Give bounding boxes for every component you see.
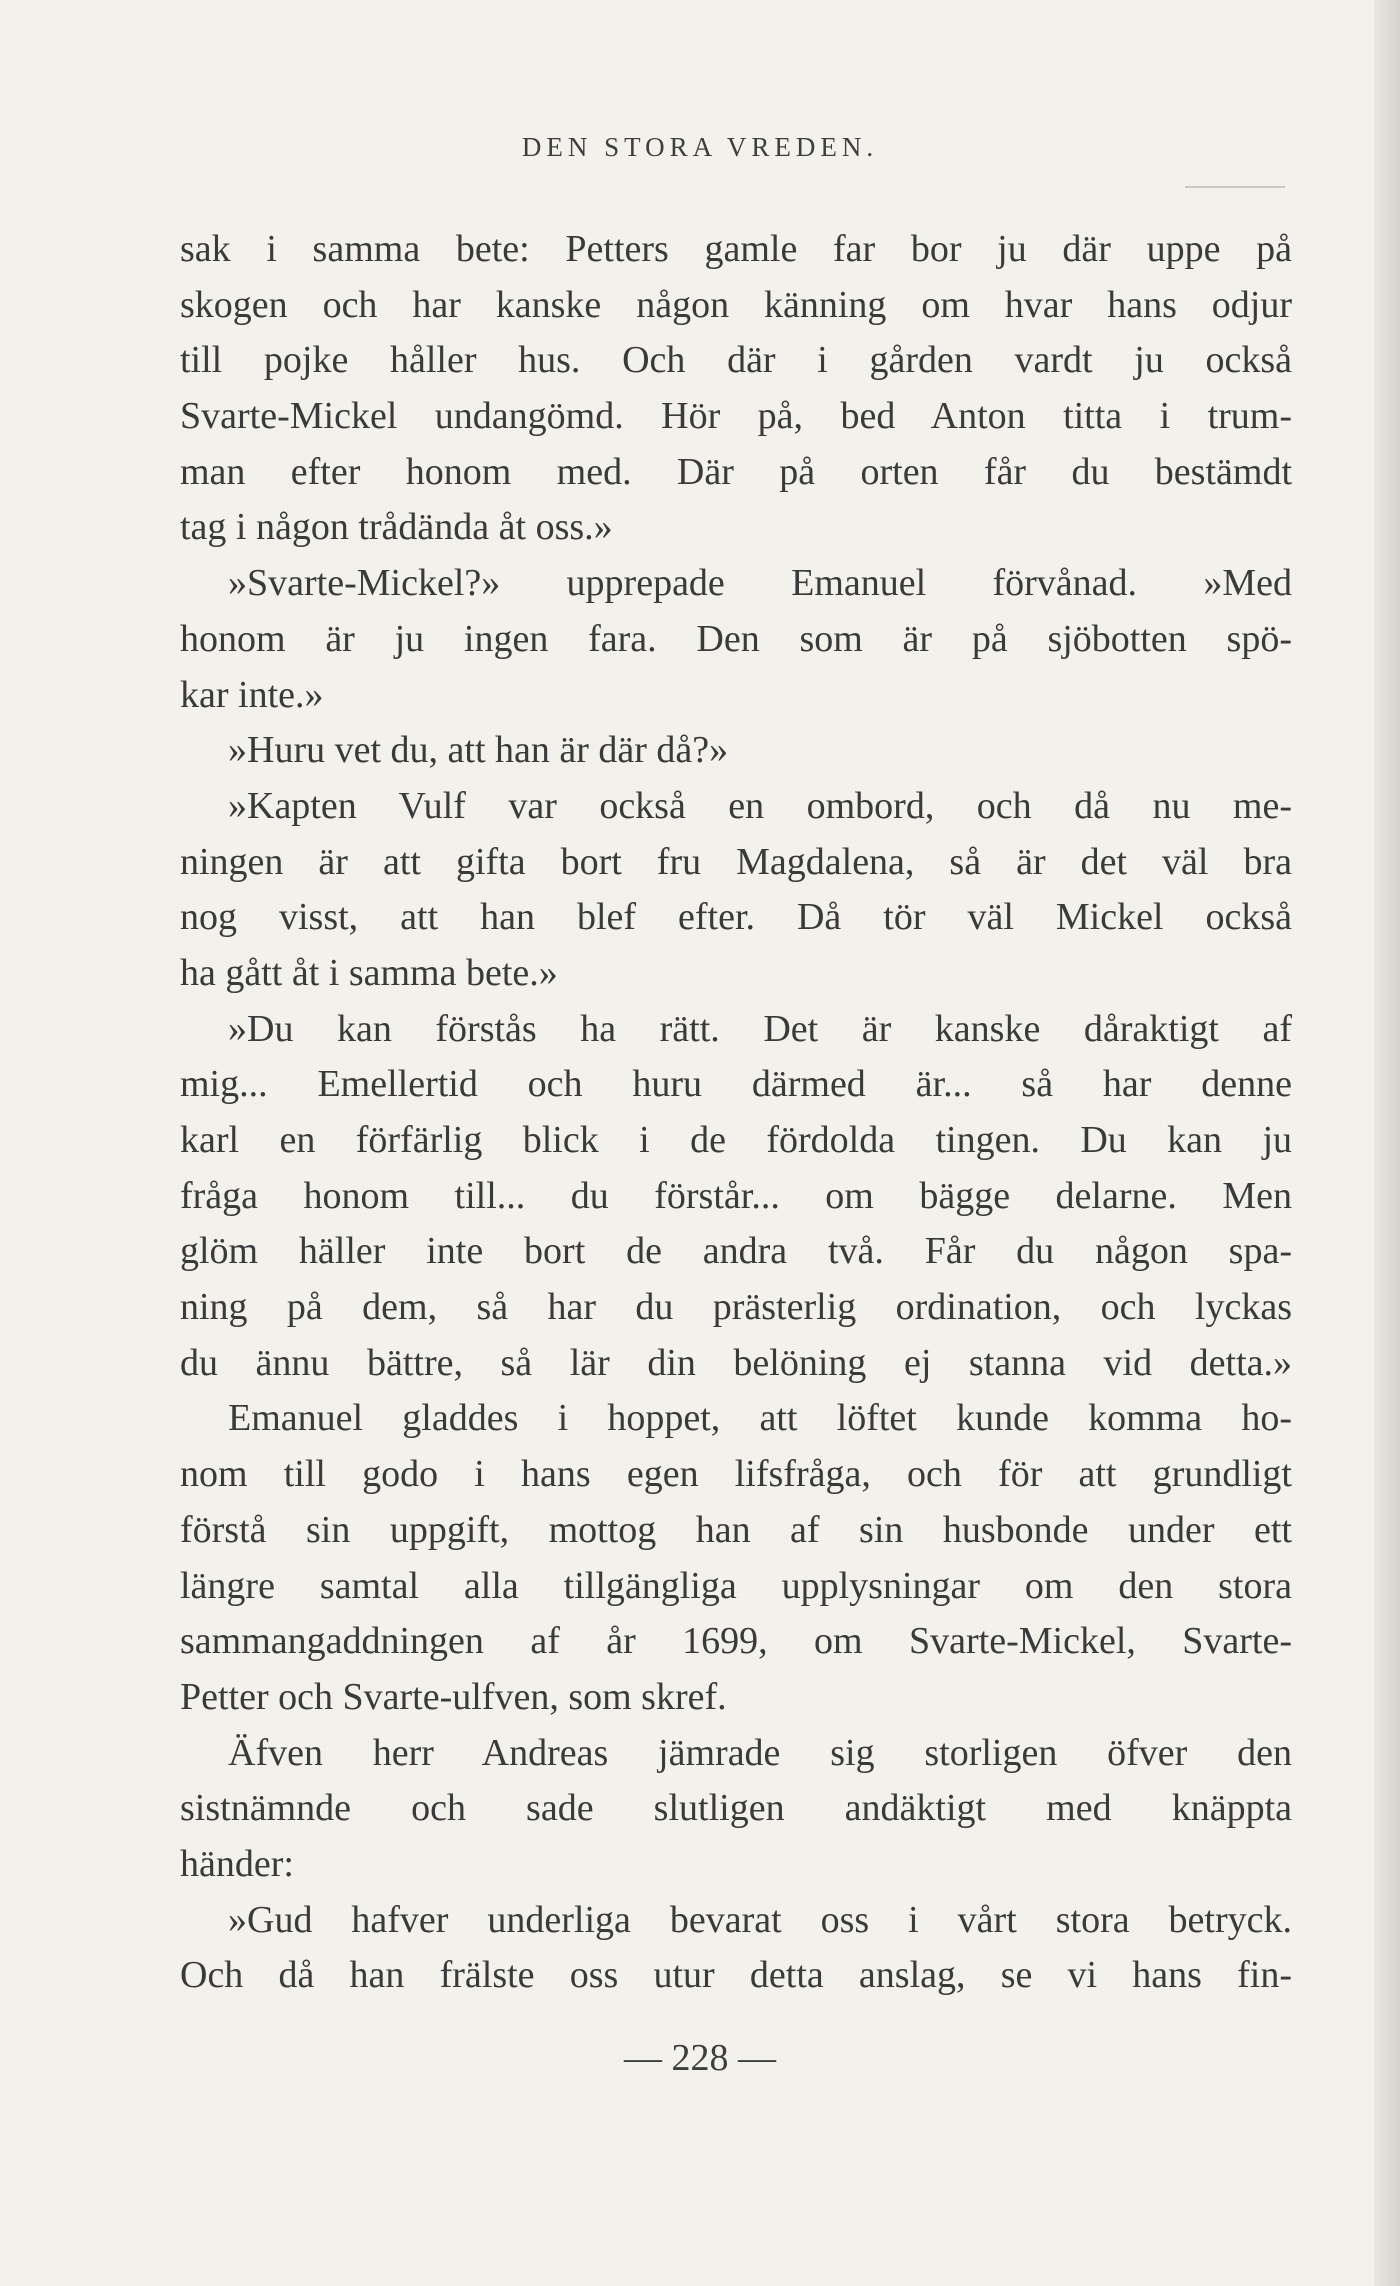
text-line: Äfven herr Andreas jämrade sig storligen öfver den: [228, 1731, 1292, 1774]
text-line: ningen är att gifta bort fru Magdalena, så är det väl bra: [180, 840, 1292, 883]
text-line: Petter och Svarte-ulfven, som skref.: [180, 1675, 727, 1718]
text-line: längre samtal alla tillgängliga upplysningar om den stora: [180, 1564, 1292, 1607]
page-number: — 228 —: [624, 2037, 776, 2079]
text-line: du ännu bättre, så lär din belöning ej stanna vid detta.»: [180, 1341, 1292, 1384]
text-line: »Svarte-Mickel?» upprepade Emanuel förvånad. »Med: [228, 562, 1292, 605]
text-line: karl en förfärlig blick i de fördolda tingen. Du kan ju: [180, 1119, 1292, 1161]
text-line: »Gud hafver underliga bevarat oss i vårt stora betryck.: [228, 1898, 1292, 1941]
running-header: DEN STORA VREDEN.: [521, 132, 879, 162]
text-line: Svarte-Mickel undangömd. Hör på, bed Anton titta i trum-: [180, 395, 1292, 438]
body-text: [180, 222, 1292, 2004]
text-line: »Kapten Vulf var också en ombord, och då nu me-: [228, 784, 1292, 827]
text-line: ning på dem, så har du prästerlig ordination, och lyckas: [180, 1286, 1292, 1329]
header-rule: [1185, 186, 1285, 188]
text-line: nom till godo i hans egen lifsfråga, och för att grundligt: [180, 1453, 1292, 1496]
text-line: glöm häller inte bort de andra två. Får du någon spa-: [180, 1230, 1292, 1273]
text-line: händer:: [180, 1842, 294, 1885]
text-line: till pojke håller hus. Och där i gården vardt ju också: [180, 339, 1292, 382]
page-edge-shadow: [1374, 0, 1400, 2286]
text-line: fråga honom till... du förstår... om bägge delarne. Men: [180, 1174, 1292, 1217]
text-line: skogen och har kanske någon känning om hvar hans odjur: [180, 283, 1292, 326]
text-line: nog visst, att han blef efter. Då tör väl Mickel också: [180, 896, 1292, 939]
text-line: Och då han frälste oss utur detta anslag, se vi hans fin-: [180, 1954, 1292, 1997]
text-line: »Du kan förstås ha rätt. Det är kanske dåraktigt af: [228, 1007, 1292, 1050]
text-line: honom är ju ingen fara. Den som är på sjöbotten spö-: [180, 617, 1292, 660]
text-line: sak i samma bete: Petters gamle far bor ju där uppe på: [180, 228, 1292, 270]
text-line: sammangaddningen af år 1699, om Svarte-Mickel, Svarte-: [180, 1620, 1292, 1663]
text-line: »Huru vet du, att han är där då?»: [228, 729, 729, 772]
text-line: tag i någon trådända åt oss.»: [180, 506, 613, 549]
text-line: sistnämnde och sade slutligen andäktigt med knäppta: [180, 1787, 1292, 1830]
text-line: kar inte.»: [180, 673, 324, 716]
text-line: man efter honom med. Där på orten får du bestämdt: [180, 450, 1292, 493]
text-line: förstå sin uppgift, mottog han af sin husbonde under ett: [180, 1508, 1292, 1551]
text-line: Emanuel gladdes i hoppet, att löftet kunde komma ho-: [228, 1397, 1292, 1440]
text-line: mig... Emellertid och huru därmed är... så har denne: [180, 1063, 1292, 1106]
text-line: ha gått åt i samma bete.»: [180, 951, 558, 994]
